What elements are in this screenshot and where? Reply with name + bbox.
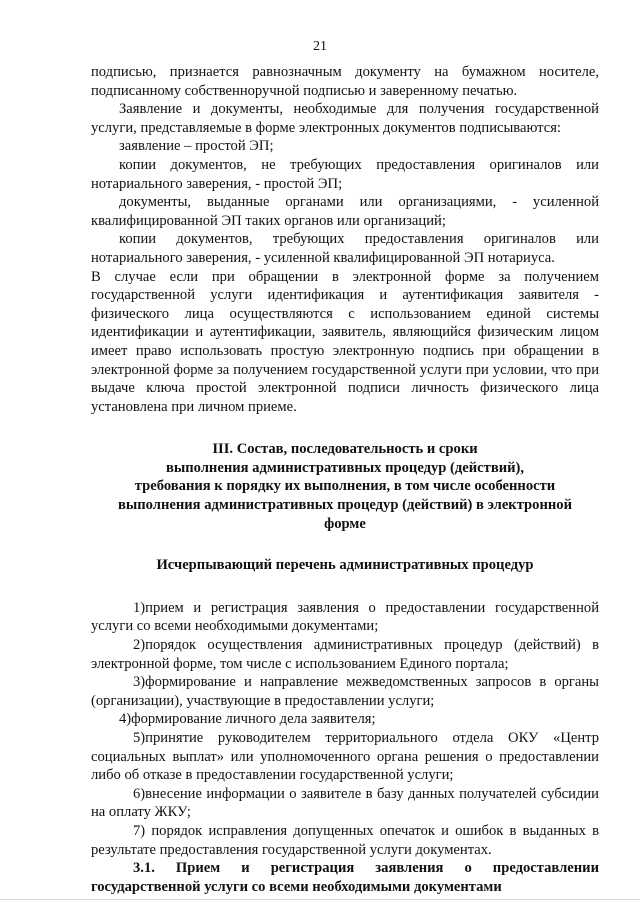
scan-edge-line (0, 899, 640, 900)
paragraph: В случае если при обращении в электронной форме за получением государственной услуги идентификация и аутентификация заявителя - физического лица осуществляются с использованием единой системы идентификации и аутентификации, заявитель, являющийся физическим лицом имеет право использовать простую электронную подпись при обращении в электронной форме за получением государственной услуги при условии, что при выдаче ключа простой электронной подписи личность физического лица установлена при личном приеме. (91, 268, 599, 415)
list-item: 2)порядок осуществления административных процедур (действий) в электронной форме, том числе с использованием Единого портала; (91, 637, 599, 672)
list-item: 6)внесение информации о заявителе в базу данных получателей субсидии на оплату ЖКУ; (91, 785, 599, 821)
section-heading-line: выполнения административных процедур (действий) в электронной (117, 497, 572, 514)
list-item: 5)принятие руководителем территориального отдела ОКУ «Центр социальных выплат» или уполномоченного органа решения о предоставлении либо об отказе в предоставлении государственной услуги; (91, 730, 599, 784)
paragraph: Заявление и документы, необходимые для получения государственной услуги, представляемые в форме электронных документов подписываются: (91, 101, 599, 136)
list-item: 3)формирование и направление межведомственных запросов в органы (организации), участвующие в предоставлении услуги; (91, 674, 599, 709)
subheading: Исчерпывающий перечень административных процедур (156, 557, 534, 574)
section-heading-line: выполнения административных процедур (действий), (165, 459, 525, 476)
paragraph: копии документов, не требующих предоставления оригиналов или нотариального заверения, - простой ЭП; (91, 156, 599, 192)
section-heading-line: требования к порядку их выполнения, в том числе особенности (134, 478, 556, 495)
paragraph: копии документов, требующих предоставления оригиналов или нотариального заверения, - усиленной квалифицированной ЭП нотариуса. (91, 231, 599, 266)
list-item: 4)формирование личного дела заявителя; (119, 711, 376, 728)
list-item: 1)прием и регистрация заявления о предоставлении государственной услуги со всеми необходимыми документами; (91, 599, 599, 635)
page-number: 21 (313, 39, 327, 54)
paragraph: документы, выданные органами или организациями, - усиленной квалифицированной ЭП таких органов или организаций; (91, 194, 599, 229)
list-item: 7) порядок исправления допущенных опечаток и ошибок в выданных в результате предоставления государственной услуги документах. (91, 822, 599, 858)
body-text (91, 63, 599, 896)
subsection-heading: 3.1. Прием и регистрация заявления о предоставлении государственной услуги со всеми необходимыми документами (91, 860, 599, 895)
paragraph: заявление – простой ЭП; (119, 138, 274, 155)
section-heading-line: форме (324, 515, 366, 532)
section-heading-line: III. Состав, последовательность и сроки (212, 441, 478, 458)
section-heading (91, 440, 599, 533)
paragraph: подписью, признается равнозначным документу на бумажном носителе, подписанному собственноручной подписью и заверенному печатью. (91, 64, 599, 99)
